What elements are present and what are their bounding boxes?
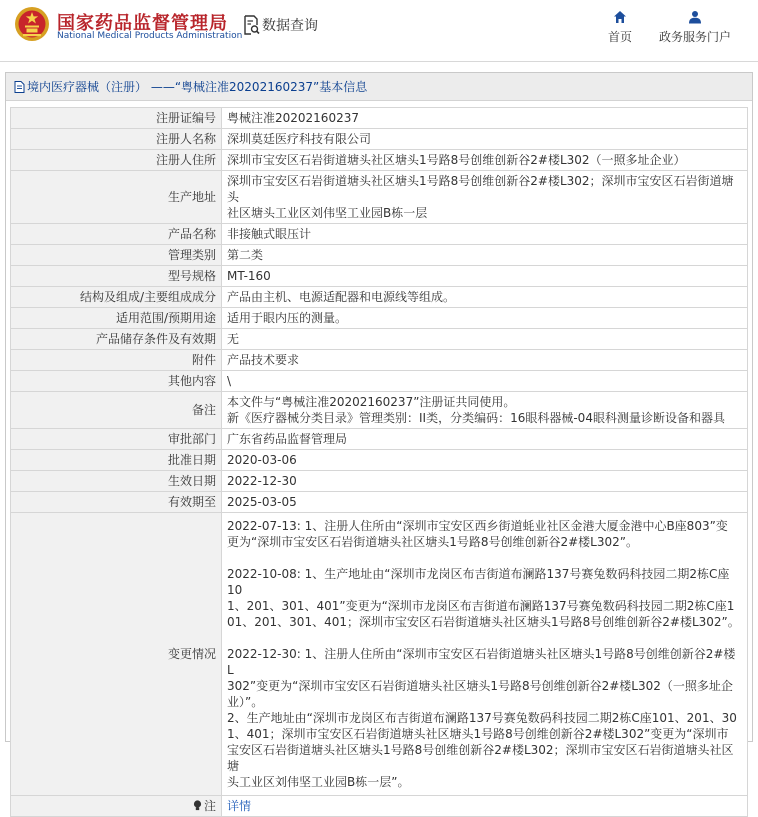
- field-value-line: 深圳市宝安区石岩街道塘头社区塘头1号路8号创维创新谷2#楼L302；深圳市宝安区石岩街道塘头: [227, 174, 734, 204]
- field-label: 有效期至: [11, 492, 222, 513]
- field-value-line: 本文件与“粤械注准20202160237”注册证共同使用。: [227, 395, 516, 409]
- document-icon: [14, 81, 25, 93]
- field-label: 变更情况: [11, 513, 222, 796]
- change-line: 01、201、301、401；深圳市宝安区石岩街道塘头社区塘头1号路8号创维创新谷2#楼L302”。: [227, 615, 740, 629]
- field-value: 无: [222, 329, 748, 350]
- note-label: 注: [203, 799, 216, 813]
- national-emblem-icon: [14, 6, 50, 42]
- change-line: 业）”。: [227, 695, 264, 709]
- info-row: [11, 266, 748, 287]
- info-row: [11, 150, 748, 171]
- info-row: [11, 171, 748, 224]
- field-label: 生效日期: [11, 471, 222, 492]
- change-line: 头工业区刘伟坚工业园B栋一层”。: [227, 775, 410, 789]
- field-value: 适用于眼内压的测量。: [222, 308, 748, 329]
- field-value: 2020-03-06: [222, 450, 748, 471]
- field-value: 非接触式眼压计: [222, 224, 748, 245]
- site-header: [0, 0, 758, 55]
- field-label: 生产地址: [11, 171, 222, 224]
- note-label-cell: [11, 796, 222, 817]
- change-line: 宝安区石岩街道塘头社区塘头1号路8号创维创新谷2#楼L302；深圳市宝安区石岩街道塘头社区塘: [227, 743, 734, 773]
- field-label: 其他内容: [11, 371, 222, 392]
- field-label: 附件: [11, 350, 222, 371]
- change-line: 1、201、301、401”变更为“深圳市龙岗区布吉街道布澜路137号赛兔数码科技园二期2栋C座1: [227, 599, 735, 613]
- change-line: 302”变更为“深圳市宝安区石岩街道塘头社区塘头1号路8号创维创新谷2#楼L302（一照多址企: [227, 679, 733, 693]
- field-label: 批准日期: [11, 450, 222, 471]
- user-icon: [688, 10, 702, 24]
- header-divider: [0, 61, 758, 62]
- field-label: 产品名称: [11, 224, 222, 245]
- org-name-en: National Medical Products Administration: [57, 31, 243, 41]
- change-line: 1、401；深圳市宝安区石岩街道塘头社区塘头1号路8号创维创新谷2#楼L302”变更为“深圳市: [227, 727, 729, 741]
- info-row: [11, 492, 748, 513]
- field-value-line: 新《医疗器械分类目录》管理类别：II类，分类编码：16眼科器械-04眼科测量诊断设备和器具: [227, 411, 725, 425]
- field-label: 审批部门: [11, 429, 222, 450]
- info-row: [11, 224, 748, 245]
- field-label: 型号规格: [11, 266, 222, 287]
- info-row: [11, 350, 748, 371]
- detail-link[interactable]: 详情: [227, 799, 252, 813]
- field-value-line: 社区塘头工业区刘伟坚工业园B栋一层: [227, 206, 428, 220]
- nav-home[interactable]: [598, 10, 642, 45]
- info-row: [11, 108, 748, 129]
- breadcrumb-text: 境内医疗器械（注册） ——“粤械注准20202160237”基本信息: [27, 80, 368, 94]
- info-row: [11, 371, 748, 392]
- field-label: 注册人住所: [11, 150, 222, 171]
- info-row: [11, 287, 748, 308]
- nav-home-label[interactable]: 首页: [607, 30, 632, 44]
- device-info-table: [10, 107, 748, 817]
- org-name-cn: 国家药品监督管理局: [57, 13, 228, 34]
- change-line: 更为“深圳市宝安区石岩街道塘头社区塘头1号路8号创维创新谷2#楼L302”。: [227, 535, 638, 549]
- field-value: [222, 171, 748, 224]
- field-label: 产品储存条件及有效期: [11, 329, 222, 350]
- change-history-value: [222, 513, 748, 796]
- home-icon: [613, 10, 627, 24]
- field-label: 备注: [11, 392, 222, 429]
- field-value: 2025-03-05: [222, 492, 748, 513]
- note-row: [11, 796, 748, 817]
- breadcrumb: [6, 73, 752, 101]
- info-row: [11, 129, 748, 150]
- info-row: [11, 392, 748, 429]
- data-query-icon[interactable]: [243, 15, 260, 35]
- info-row: [11, 329, 748, 350]
- change-line: 2022-07-13: 1、注册人住所由“深圳市宝安区西乡街道蚝业社区金港大厦金港中心B座803”变: [227, 519, 728, 533]
- change-line: 2022-12-30: 1、注册人住所由“深圳市宝安区石岩街道塘头社区塘头1号路8号创维创新谷2#楼L: [227, 647, 736, 677]
- spacer: [227, 550, 742, 566]
- field-value: 深圳莫廷医疗科技有限公司: [222, 129, 748, 150]
- field-value: [222, 392, 748, 429]
- info-row: [11, 450, 748, 471]
- field-value: 粤械注准20202160237: [222, 108, 748, 129]
- field-label: 管理类别: [11, 245, 222, 266]
- info-row: [11, 245, 748, 266]
- change-history-row: [11, 513, 748, 796]
- change-line: 2、生产地址由“深圳市龙岗区布吉街道布澜路137号赛兔数码科技园二期2栋C座101、201、30: [227, 711, 737, 725]
- field-label: 注册人名称: [11, 129, 222, 150]
- field-value: 广东省药品监督管理局: [222, 429, 748, 450]
- note-value: [222, 796, 748, 817]
- info-row: [11, 308, 748, 329]
- data-query-link[interactable]: 数据查询: [262, 18, 318, 34]
- spacer: [227, 630, 742, 646]
- info-row: [11, 471, 748, 492]
- field-value: 2022-12-30: [222, 471, 748, 492]
- nav-gov-services[interactable]: [654, 10, 736, 45]
- field-value: 第二类: [222, 245, 748, 266]
- detail-panel: [5, 72, 753, 813]
- nav-gov-services-label[interactable]: 政务服务门户: [658, 30, 731, 44]
- info-row: [11, 429, 748, 450]
- field-label: 结构及组成/主要组成成分: [11, 287, 222, 308]
- field-label: 注册证编号: [11, 108, 222, 129]
- field-value: MT-160: [222, 266, 748, 287]
- field-value: \: [222, 371, 748, 392]
- field-label: 适用范围/预期用途: [11, 308, 222, 329]
- field-value: 深圳市宝安区石岩街道塘头社区塘头1号路8号创维创新谷2#楼L302（一照多址企业）: [222, 150, 748, 171]
- field-value: 产品技术要求: [222, 350, 748, 371]
- change-line: 2022-10-08: 1、生产地址由“深圳市龙岗区布吉街道布澜路137号赛兔数码科技园二期2栋C座10: [227, 567, 730, 597]
- lightbulb-icon: [193, 800, 202, 811]
- field-value: 产品由主机、电源适配器和电源线等组成。: [222, 287, 748, 308]
